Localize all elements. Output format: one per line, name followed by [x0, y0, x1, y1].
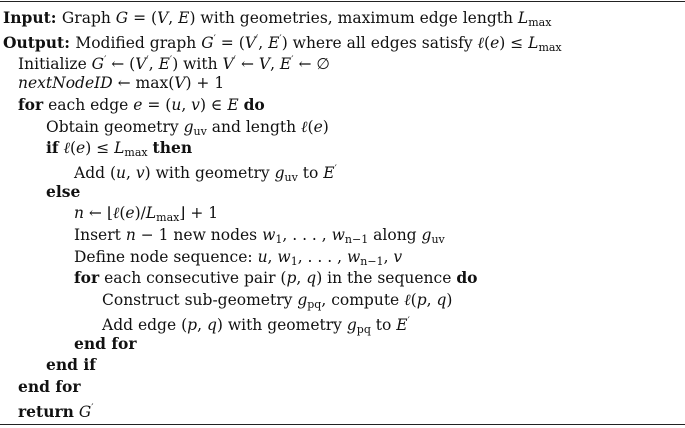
line-10-part-9: ⌋ + 1 — [179, 204, 219, 223]
line-2-part-10: ′ — [279, 33, 282, 45]
line-7-part-10: then — [152, 138, 193, 158]
algorithm-line-6 — [0, 116, 329, 138]
line-15-part-3: , — [197, 315, 207, 334]
line-2-part-13: ( — [484, 33, 491, 52]
algorithm-line-3 — [0, 50, 330, 72]
line-6-part-2: g — [183, 117, 194, 136]
line-3-part-17: ′ — [291, 55, 294, 67]
line-5-part-9: E — [227, 95, 239, 114]
line-11-part-9: along — [368, 226, 422, 244]
line-18-part-1: end for — [18, 376, 81, 396]
line-14-part-9: q — [436, 291, 447, 310]
line-6-part-8: ) — [322, 117, 329, 136]
line-10-part-5: e — [125, 204, 135, 223]
line-12-part-1: Define node sequence: — [74, 247, 258, 266]
line-8-part-4: v — [135, 163, 145, 182]
line-2-part-4: ′ — [213, 33, 216, 45]
line-8-part-8: to — [297, 163, 324, 182]
line-2-part-16: L — [528, 33, 539, 52]
algorithm-line-19 — [0, 398, 94, 420]
line-1-part-7: E — [178, 9, 190, 27]
line-3-part-9: ′ — [169, 55, 173, 67]
line-8-part-10: ′ — [334, 163, 337, 175]
line-3-part-2: G — [91, 55, 105, 74]
line-19-part-4: ′ — [91, 402, 94, 414]
line-11-part-5: 1 — [275, 233, 283, 246]
line-13-part-3: p — [286, 269, 297, 288]
line-15-part-2: p — [187, 315, 198, 334]
line-1-part-1: Input: — [3, 8, 62, 27]
line-16-part-1: end for — [74, 333, 137, 353]
line-19-part-3: G — [78, 402, 92, 421]
algorithm-line-13 — [0, 267, 478, 289]
line-5-part-2: each edge — [43, 95, 134, 114]
line-4-part-2: ← max( — [112, 74, 175, 93]
line-14-part-8: , — [426, 291, 437, 310]
line-10-part-3: ℓ — [112, 204, 120, 223]
line-2-part-15: ) ≤ — [499, 33, 529, 52]
line-8-part-2: u — [116, 163, 126, 182]
line-3-part-5: V — [135, 55, 147, 74]
line-3-part-13: ← — [236, 55, 259, 74]
line-13-part-1: for — [74, 268, 100, 288]
line-14-part-7: p — [416, 291, 427, 310]
line-15-part-7: pq — [356, 322, 371, 336]
line-2-part-3: G — [201, 33, 214, 52]
line-3-part-10: ) with — [172, 55, 223, 74]
line-2-part-9: E — [268, 33, 280, 52]
line-8-part-1: Add ( — [74, 163, 117, 182]
line-2-part-5: = ( — [215, 33, 245, 52]
line-14-part-4: , compute — [321, 291, 405, 310]
line-15-part-10: ′ — [407, 315, 410, 327]
line-10-part-7: L — [145, 204, 157, 223]
algorithm-line-4 — [0, 72, 224, 94]
line-14-part-6: ( — [410, 291, 417, 310]
bottom-rule — [0, 424, 685, 425]
algorithm-line-16 — [0, 333, 137, 355]
line-15-part-9: E — [396, 315, 408, 334]
line-9-part-1: else — [46, 181, 81, 201]
line-1-part-5: V — [157, 9, 169, 27]
line-4-part-4: ) + 1 — [185, 74, 225, 93]
line-2-part-17: max — [538, 40, 562, 54]
line-7-part-8: max — [124, 146, 148, 160]
line-6-part-7: e — [313, 117, 323, 136]
line-3-part-7: , — [148, 55, 159, 74]
line-1-part-9: L — [517, 9, 529, 27]
line-3-part-14: V — [258, 55, 271, 74]
line-19-part-1: return — [18, 401, 74, 421]
line-13-part-5: q — [306, 269, 317, 288]
algorithm-line-9 — [0, 181, 80, 203]
line-14-part-1: Construct sub-geometry — [102, 291, 298, 310]
line-2-part-12: ℓ — [477, 33, 484, 52]
algorithm-line-8 — [0, 159, 337, 184]
line-3-part-8: E — [158, 55, 170, 74]
line-14-part-3: pq — [307, 298, 322, 312]
line-10-part-4: ( — [119, 204, 126, 223]
line-3-part-15: , — [270, 55, 280, 74]
algorithm-line-7 — [0, 137, 192, 159]
line-5-part-8: ) ∈ — [199, 95, 228, 114]
line-3-part-1: Initialize — [18, 55, 92, 74]
line-15-part-4: q — [206, 315, 217, 334]
line-11-part-6: , . . . , — [282, 226, 332, 244]
line-6-part-5: ℓ — [301, 117, 308, 136]
line-8-part-3: , — [126, 163, 136, 182]
line-11-part-4: w — [262, 226, 276, 244]
line-3-part-12: ′ — [233, 55, 237, 67]
line-2-part-6: V — [244, 33, 256, 52]
line-1-part-4: = ( — [128, 9, 158, 27]
algorithm-line-5 — [0, 94, 265, 116]
line-3-part-16: E — [279, 55, 292, 74]
line-15-part-8: to — [370, 315, 397, 334]
algorithm-line-1 — [0, 7, 551, 29]
line-5-part-6: , — [181, 95, 192, 114]
line-3-part-18: ← ∅ — [293, 55, 330, 74]
algorithm-line-2 — [0, 29, 562, 54]
line-13-part-7: do — [456, 268, 478, 288]
line-13-part-4: , — [296, 269, 307, 288]
line-4-part-1: nextNodeID — [18, 74, 113, 93]
line-14-part-10: ) — [446, 291, 453, 310]
line-6-part-6: ( — [307, 117, 314, 136]
line-7-part-5: e — [76, 139, 86, 158]
line-12-part-7: w — [346, 247, 361, 266]
line-2-part-11: ) where all edges satisfy — [281, 33, 478, 52]
line-7-part-7: L — [114, 139, 125, 158]
line-12-part-9: , — [383, 247, 394, 266]
line-5-part-1: for — [18, 94, 44, 114]
line-12-part-8: n−1 — [360, 254, 384, 268]
line-12-part-10: v — [393, 247, 403, 266]
algorithm-line-12 — [0, 246, 402, 268]
top-rule — [0, 1, 685, 2]
line-15-part-6: g — [346, 315, 357, 334]
line-11-part-8: n−1 — [344, 233, 369, 246]
line-11-part-10: g — [421, 226, 432, 244]
line-12-part-3: , — [267, 247, 278, 266]
line-10-part-6: )/ — [134, 204, 146, 223]
line-3-part-3: ′ — [104, 55, 107, 67]
line-6-part-4: and length — [206, 117, 302, 136]
line-8-part-9: E — [323, 163, 335, 182]
line-3-part-6: ′ — [146, 55, 149, 67]
algorithm-line-18 — [0, 376, 81, 398]
line-15-part-5: ) with geometry — [216, 315, 347, 334]
line-5-part-5: u — [171, 95, 182, 114]
line-2-part-14: e — [490, 33, 500, 52]
line-15-part-1: Add edge ( — [102, 315, 188, 334]
line-3-part-4: ← ( — [106, 55, 136, 74]
line-1-part-3: G — [115, 9, 129, 27]
line-2-part-7: ′ — [255, 33, 259, 45]
line-13-part-2: each consecutive pair ( — [99, 269, 287, 288]
line-1-part-2: Graph — [61, 9, 116, 27]
line-11-part-11: uv — [431, 233, 445, 246]
line-5-part-7: v — [191, 95, 200, 114]
line-2-part-8: , — [258, 33, 269, 52]
line-1-part-8: ) with geometries, maximum edge length — [189, 9, 518, 27]
line-5-part-3: e — [133, 95, 143, 114]
algorithm-line-11 — [0, 224, 445, 246]
line-8-part-6: g — [274, 163, 285, 182]
line-1-part-6: , — [168, 9, 179, 27]
line-6-part-3: uv — [193, 124, 207, 138]
line-10-part-8: max — [156, 211, 180, 225]
line-10-part-1: n — [74, 204, 84, 223]
line-7-part-6: ) ≤ — [85, 139, 115, 158]
line-11-part-2: n — [125, 226, 136, 244]
algorithm-line-10 — [0, 202, 218, 224]
algorithm-line-15 — [0, 311, 410, 336]
line-7-part-3: ℓ — [63, 139, 70, 158]
algorithm-line-17 — [0, 354, 96, 376]
line-8-part-7: uv — [284, 170, 298, 184]
line-7-part-4: ( — [69, 139, 77, 158]
line-11-part-3: − 1 new nodes — [135, 226, 263, 244]
line-8-part-5: ) with geometry — [144, 163, 275, 182]
line-2-part-1: Output: — [3, 32, 76, 52]
line-14-part-2: g — [297, 291, 308, 310]
line-11-part-7: w — [331, 226, 345, 244]
line-12-part-5: 1 — [290, 254, 298, 268]
line-12-part-2: u — [257, 247, 268, 266]
line-1-part-10: max — [528, 16, 552, 29]
line-12-part-6: , . . . , — [297, 247, 347, 266]
algorithm-line-14 — [0, 289, 452, 311]
line-2-part-2: Modified graph — [75, 33, 202, 52]
line-13-part-6: ) in the sequence — [316, 269, 457, 288]
line-5-part-4: = ( — [142, 95, 172, 114]
line-11-part-1: Insert — [74, 226, 126, 244]
line-10-part-2: ← ⌊ — [83, 204, 113, 223]
line-3-part-11: V — [222, 55, 234, 74]
line-4-part-3: V — [174, 74, 186, 93]
line-5-part-11: do — [243, 94, 265, 114]
line-17-part-1: end if — [46, 355, 96, 375]
line-6-part-1: Obtain geometry — [46, 117, 184, 136]
line-7-part-1: if — [46, 138, 59, 158]
line-12-part-4: w — [277, 247, 291, 266]
line-14-part-5: ℓ — [404, 291, 411, 310]
